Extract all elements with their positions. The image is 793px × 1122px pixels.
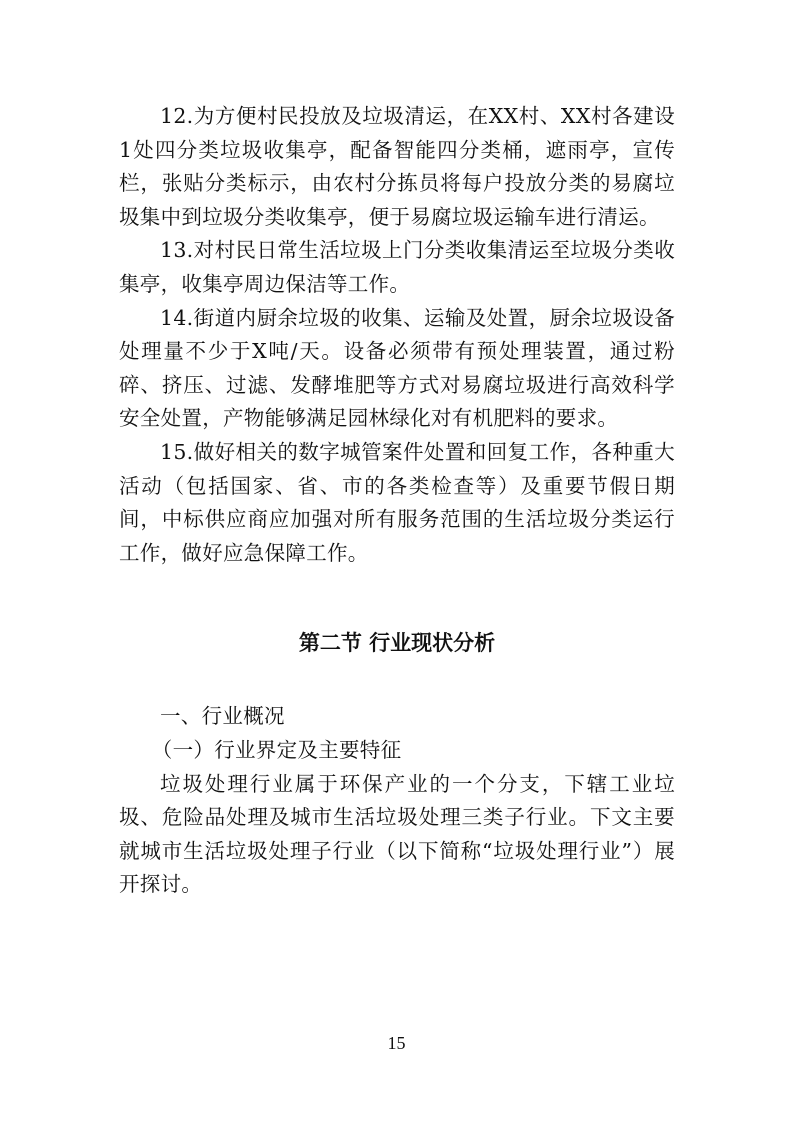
paragraph-item-13: 13.对村民日常生活垃圾上门分类收集清运至垃圾分类收集亭，收集亭周边保洁等工作。 xyxy=(119,238,675,296)
paragraph-item-12: 12.为方便村民投放及垃圾清运，在XX村、XX村各建设1处四分类垃圾收集亭，配备智能四分类桶，遮雨亭，宣传栏，张贴分类标示，由农村分拣员将每户投放分类的易腐垃圾集中到垃圾分类收集亭，便于易腐垃圾运输车进行清运。 xyxy=(119,104,675,229)
subheading-industry-definition: （一）行业界定及主要特征 xyxy=(151,737,402,762)
paragraph-industry-description: 垃圾处理行业属于环保产业的一个分支，下辖工业垃圾、危险品处理及城市生活垃圾处理三类子行业。下文主要就城市生活垃圾处理子行业（以下简称“垃圾处理行业”）展开探讨。 xyxy=(119,771,675,897)
document-page xyxy=(119,100,675,902)
page-number: 15 xyxy=(387,1033,406,1053)
paragraph-item-15: 15.做好相关的数字城管案件处置和回复工作，各种重大活动（包括国家、省、市的各类检查等）及重要节假日期间，中标供应商应加强对所有服务范围的生活垃圾分类运行工作，做好应急保障工作。 xyxy=(119,439,675,565)
subheading-industry-overview: 一、行业概况 xyxy=(160,704,285,729)
section-heading: 第二节 行业现状分析 xyxy=(298,631,496,656)
paragraph-item-14: 14.街道内厨余垃圾的收集、运输及处置，厨余垃圾设备处理量不少于X吨/天。设备必须带有预处理装置，通过粉碎、挤压、过滤、发酵堆肥等方式对易腐垃圾进行高效科学安全处置，产物能够满足园林绿化对有机肥料的要求。 xyxy=(119,305,675,431)
